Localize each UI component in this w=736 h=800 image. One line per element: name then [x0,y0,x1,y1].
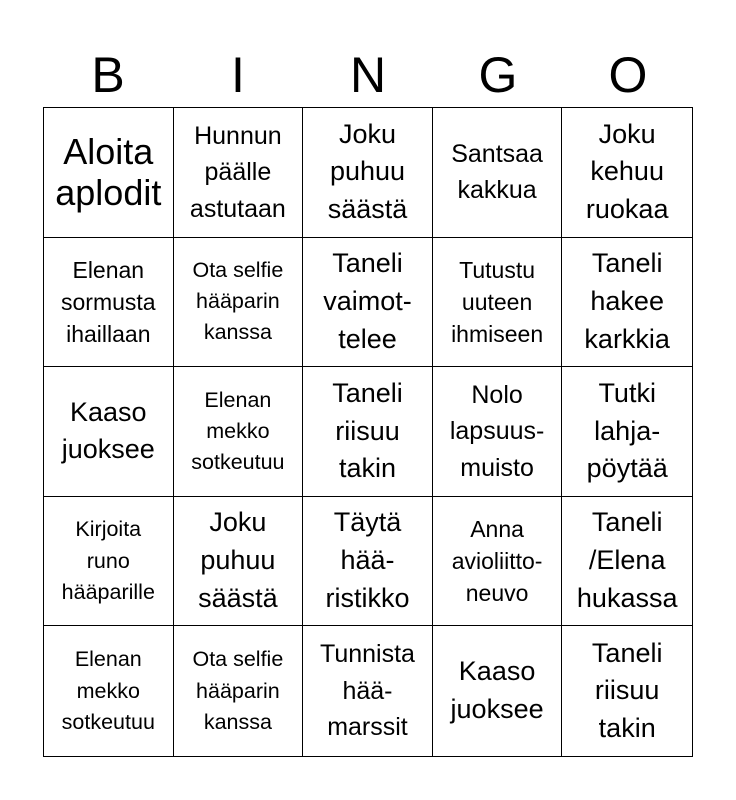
bingo-cell[interactable]: Kaaso juoksee [433,626,563,756]
bingo-cell[interactable]: Aloita aplodit [44,108,174,238]
bingo-header [43,42,693,108]
bingo-cell[interactable]: Elenan mekko sotkeutuu [44,626,174,756]
bingo-cell[interactable]: Taneli riisuu takin [303,367,433,497]
bingo-cell[interactable]: Kirjoita runo hääparille [44,497,174,627]
bingo-cell[interactable]: Ota selfie hääparin kanssa [174,626,304,756]
bingo-cell[interactable]: Joku puhuu säästä [174,497,304,627]
bingo-cell[interactable]: Kaaso juoksee [44,367,174,497]
bingo-cell[interactable]: Santsaa kakkua [433,108,563,238]
bingo-cell[interactable]: Joku puhuu säästä [303,108,433,238]
header-letter-n: N [349,47,387,103]
bingo-cell[interactable]: Elenan mekko sotkeutuu [174,367,304,497]
bingo-cell[interactable]: Ota selfie hääparin kanssa [174,238,304,368]
header-letter-b: B [91,47,125,103]
bingo-grid [43,107,693,757]
header-letter-o: O [608,47,648,103]
bingo-cell[interactable]: Anna avioliitto- neuvo [433,497,563,627]
bingo-cell[interactable]: Tunnista hää- marssit [303,626,433,756]
bingo-cell[interactable]: Nolo lapsuus- muisto [433,367,563,497]
bingo-cell[interactable]: Taneli /Elena hukassa [562,497,692,627]
header-letter-g: G [478,47,518,103]
bingo-cell[interactable]: Taneli vaimot- telee [303,238,433,368]
header-letter-i: I [231,47,245,103]
bingo-cell[interactable]: Hunnun päälle astutaan [174,108,304,238]
bingo-cell[interactable]: Elenan sormusta ihaillaan [44,238,174,368]
bingo-cell[interactable]: Tutustu uuteen ihmiseen [433,238,563,368]
bingo-cell[interactable]: Taneli hakee karkkia [562,238,692,368]
bingo-cell[interactable]: Tutki lahja- pöytää [562,367,692,497]
bingo-cell[interactable]: Taneli riisuu takin [591,637,663,744]
bingo-cell[interactable]: Täytä hää- ristikko [303,497,433,627]
bingo-cell[interactable]: Joku kehuu ruokaa [562,108,692,238]
